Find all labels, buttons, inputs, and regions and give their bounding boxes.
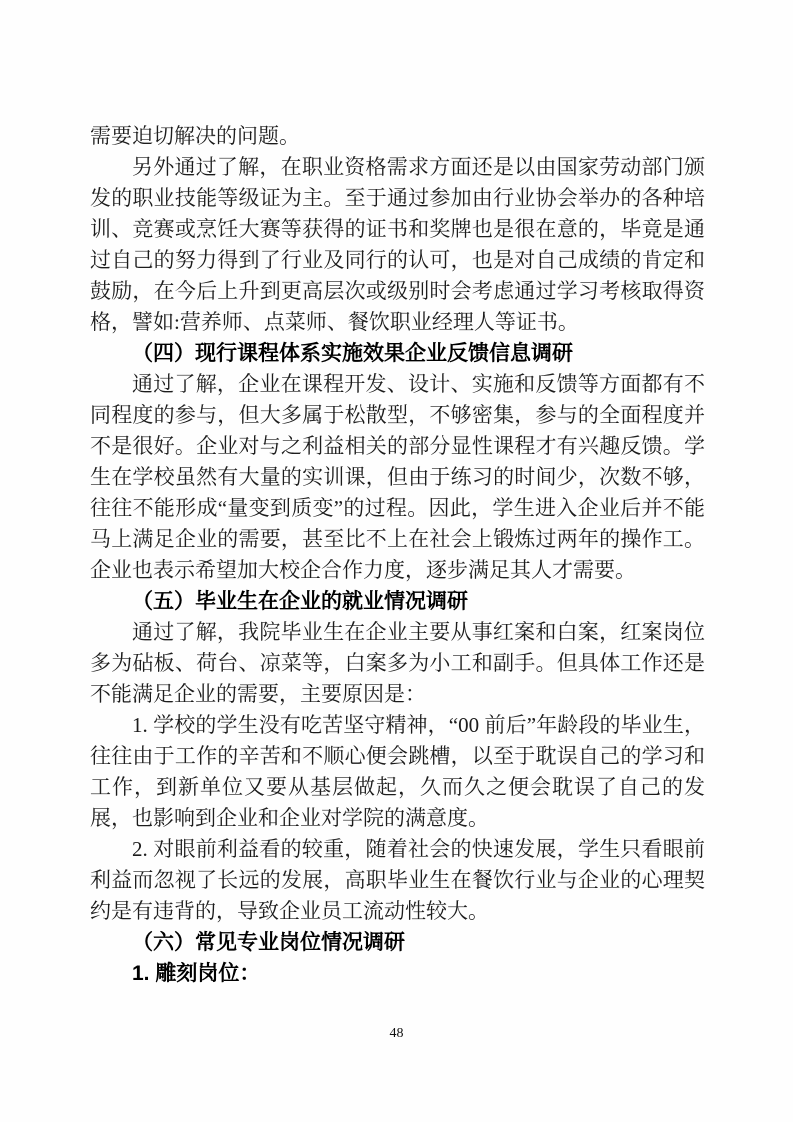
section-heading-4: （四）现行课程体系实施效果企业反馈信息调研 [132,342,573,365]
section-heading-6: （六）常见专业岗位情况调研 [132,931,405,954]
paragraph: 通过了解，企业在课程开发、设计、实施和反馈等方面都有不同程度的参与，但大多属于松散型，不够密集，参与的全面程度并不是很好。企业对与之利益相关的部分显性课程才有兴趣反馈。学生在学校虽然有大量的实训课，但由于练习的时间少，次数不够，往往不能形成“量变到质变”的过程。因此，学生进入企业后并不能马上满足企业的需要，甚至比不上在社会上锻炼过两年的操作工。企业也表示希望加大校企合作力度，逐步满足其人才需要。 [90,372,705,582]
subsection-heading-carving-post: 1. 雕刻岗位： [132,962,261,985]
paragraph: 通过了解，我院毕业生在企业主要从事红案和白案，红案岗位多为砧板、荷台、凉菜等，白案多为小工和副手。但具体工作还是不能满足企业的需要，主要原因是： [90,620,705,706]
page-number: 48 [389,1026,404,1041]
paragraph-list-item-2: 2. 对眼前利益看的较重，随着社会的快速发展，学生只看眼前利益而忽视了长远的发展，高职毕业生在餐饮行业与企业的心理契约是有违背的，导致企业员工流动性较大。 [90,837,705,923]
paragraph-continuation: 需要迫切解决的问题。 [90,124,300,148]
document-body [90,121,705,989]
paragraph: 另外通过了解，在职业资格需求方面还是以由国家劳动部门颁发的职业技能等级证为主。至于通过参加由行业协会举办的各种培训、竞赛或烹饪大赛等获得的证书和奖牌也是很在意的，毕竟是通过自己的努力得到了行业及同行的认可，也是对自己成绩的肯定和鼓励，在今后上升到更高层次或级别时会考虑通过学习考核取得资格，譬如:营养师、点菜师、餐饮职业经理人等证书。 [90,155,705,334]
section-heading-5: （五）毕业生在企业的就业情况调研 [132,590,468,613]
paragraph-list-item-1: 1. 学校的学生没有吃苦坚守精神，“00 前后”年龄段的毕业生，往往由于工作的辛苦和不顺心便会跳槽，以至于耽误自己的学习和工作，到新单位又要从基层做起，久而久之便会耽误了自己的发展，也影响到企业和企业对学院的满意度。 [90,713,705,830]
